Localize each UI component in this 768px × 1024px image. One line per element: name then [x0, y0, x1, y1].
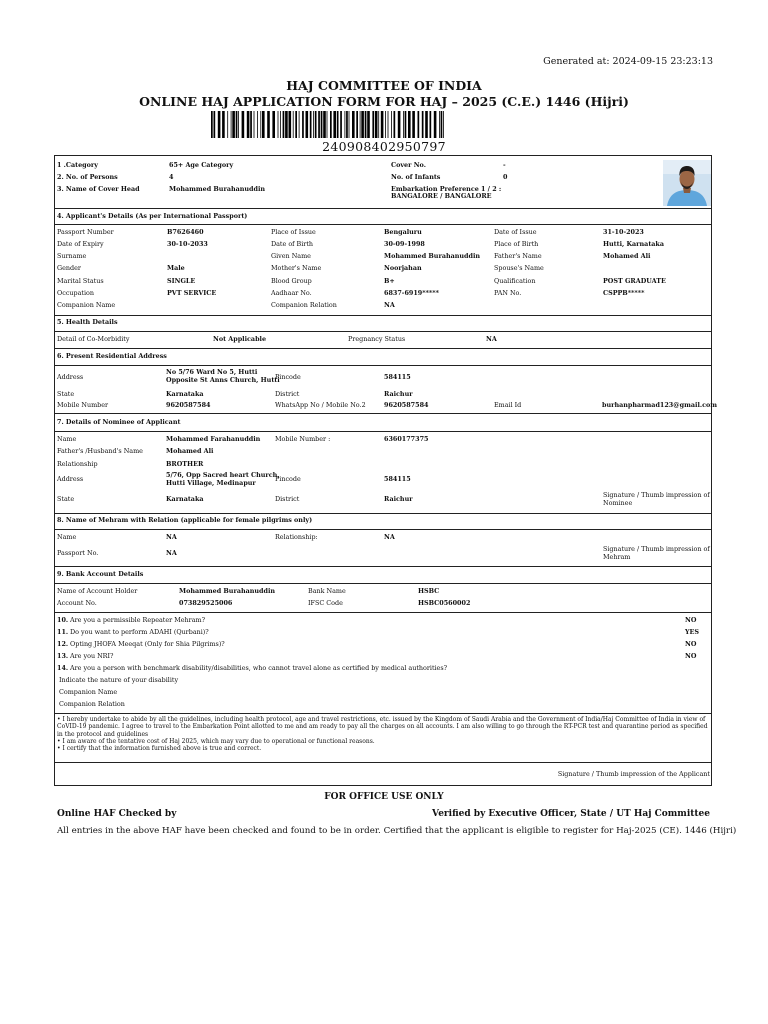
father-name-value: Mohamed Ali	[603, 252, 651, 260]
divider	[55, 224, 711, 225]
barcode-bar	[310, 111, 312, 138]
mother-name-value: Noorjahan	[384, 264, 422, 272]
barcode-bar	[254, 111, 255, 138]
account-holder-value: Mohammed Burahanuddin	[179, 587, 276, 595]
email-label: Email Id	[494, 401, 522, 409]
barcode-bar	[295, 111, 297, 138]
pregnancy-status-label: Pregnancy Status	[348, 335, 406, 343]
address-label: Address	[57, 373, 84, 381]
barcode-bar	[372, 111, 374, 138]
applicant-signature-label: Signature / Thumb impression of the Applicant	[557, 770, 710, 778]
barcode-bar	[280, 111, 281, 138]
barcode-bar	[318, 111, 320, 138]
barcode-bar	[367, 111, 370, 138]
barcode-bar	[250, 111, 252, 138]
place-of-issue-label: Place of Issue	[271, 228, 316, 236]
nominee-mobile-value: 6360177375	[384, 435, 429, 443]
ifsc-label: IFSC Code	[308, 599, 343, 607]
place-of-birth-value: Hutti, Karnataka	[603, 240, 664, 248]
barcode-bar	[378, 111, 379, 138]
pan-label: PAN No.	[494, 289, 522, 297]
barcode-bar	[346, 111, 348, 138]
question-text: Are you a person with benchmark disability/disabilities, who cannot travel alone as certified by medical authorities?	[70, 664, 448, 672]
qualification-value: POST GRADUATE	[603, 277, 666, 285]
barcode-bar	[214, 111, 216, 138]
nominee-state-label: State	[57, 495, 75, 503]
nominee-state-value: Karnataka	[166, 495, 204, 503]
place-of-issue-value: Bengaluru	[384, 228, 422, 236]
nominee-relation-label: Relationship	[57, 460, 98, 468]
nominee-district-value: Raichur	[384, 495, 413, 503]
barcode-bar	[289, 111, 292, 138]
cover-no-label: Cover No.	[391, 161, 426, 169]
barcode-bar	[242, 111, 245, 138]
question-number: 12.	[57, 640, 69, 648]
occupation-label: Occupation	[57, 289, 94, 297]
residence-section-title: 6. Present Residential Address	[57, 352, 167, 360]
barcode-bar	[260, 111, 261, 138]
barcode-bar	[443, 111, 444, 138]
email-value: burhanpharmad123@gmail.com	[602, 401, 718, 409]
district-value: Raichur	[384, 390, 413, 398]
barcode-bar	[391, 111, 392, 138]
mobile-value: 9620587584	[166, 401, 211, 409]
barcode-bar	[345, 111, 346, 138]
divider	[55, 208, 711, 209]
divider	[55, 529, 711, 530]
mehram-passport-value: NA	[166, 549, 177, 557]
nominee-signature-line-1: Signature / Thumb impression of	[603, 491, 710, 499]
divider	[55, 566, 711, 567]
mehram-passport-label: Passport No.	[57, 549, 99, 557]
divider	[55, 713, 711, 714]
nominee-name-value: Mohammed Farahanuddin	[166, 435, 261, 443]
health-section-title: 5. Health Details	[57, 318, 118, 326]
barcode-bar	[352, 111, 355, 138]
barcode-bar	[299, 111, 300, 138]
infants-value: 0	[503, 173, 508, 181]
barcode-bar	[418, 111, 420, 138]
barcode-bar	[257, 111, 258, 138]
pregnancy-status-value: NA	[486, 335, 497, 343]
given-name-value: Mohammed Burahanuddin	[384, 252, 481, 260]
mehram-relationship-value: NA	[384, 533, 395, 541]
barcode-bar	[267, 111, 270, 138]
barcode-bar	[439, 111, 440, 138]
form-title: ONLINE HAJ APPLICATION FORM FOR HAJ – 2025 (C.E.) 1446 (Hijri)	[139, 94, 629, 109]
divider	[55, 513, 711, 514]
whatsapp-label: WhatsApp No / Mobile No.2	[275, 401, 366, 409]
pan-value: CSPPB*****	[603, 289, 645, 297]
infants-label: No. of Infants	[391, 173, 441, 181]
barcode-bar	[211, 111, 213, 138]
mehram-name-label: Name	[57, 533, 77, 541]
account-holder-label: Name of Account Holder	[57, 587, 138, 595]
declaration-item: • I hereby undertake to abide by all the guidelines, including health protocol, age and travel restrictions, etc. issued by the Kingdom of Saudi Arabia and the Government of India/Haj Committee of India in view of CoVID-19 pandemic. I agree to travel to the Embarkation Point allotted to me and am ready to pay all the charges on all accounts. I am also willing to go through the RT-PCR test and quarantine period as specified in the protocol and guidelines	[57, 716, 708, 738]
declaration-item: • I certify that the information furnished above is true and correct.	[57, 745, 262, 753]
comorbidity-label: Detail of Co-Morbidity	[57, 335, 130, 343]
divider	[55, 315, 711, 316]
bank-name-label: Bank Name	[308, 587, 346, 595]
barcode-bar	[408, 111, 411, 138]
barcode-bar	[381, 111, 384, 138]
mehram-section-title: 8. Name of Mehram with Relation (applicable for female pilgrims only)	[57, 516, 313, 524]
surname-label: Surname	[57, 252, 87, 260]
date-of-issue-value: 31-10-2023	[603, 228, 644, 236]
question-text: Opting JHOFA Meeqat (Only for Shia Pilgrims)?	[70, 640, 225, 648]
barcode-bar	[247, 111, 250, 138]
barcode-bar	[398, 111, 401, 138]
barcode-bar	[236, 111, 238, 138]
divider	[55, 431, 711, 432]
district-label: District	[275, 390, 300, 398]
barcode-bar	[434, 111, 437, 138]
ifsc-value: HSBC0560002	[418, 599, 471, 607]
disability-companion-label: Companion Name	[59, 688, 118, 696]
date-of-expiry-label: Date of Expiry	[57, 240, 104, 248]
question-answer: NO	[685, 640, 697, 648]
barcode-bar	[422, 111, 424, 138]
account-number-value: 073829525006	[179, 599, 233, 607]
address-line-1: No 5/76 Ward No 5, Hutti	[166, 368, 258, 376]
question-number: 11.	[57, 628, 69, 636]
barcode-bar	[375, 111, 378, 138]
question-answer: NO	[685, 616, 697, 624]
mehram-relationship-label: Relationship:	[275, 533, 318, 541]
barcode-bar	[302, 111, 304, 138]
mobile-label: Mobile Number	[57, 401, 109, 409]
address-line-2: Opposite St Anns Church, Hutti	[166, 376, 280, 384]
occupation-value: PVT SERVICE	[167, 289, 217, 297]
divider	[55, 331, 711, 332]
barcode-bar	[227, 111, 228, 138]
certification-text: All entries in the above HAF have been checked and found to be in order. Certified that the applicant is eligible to register for Haj-2025 (CE). 1446 (Hijri)	[57, 826, 737, 836]
question-text: Are you NRI?	[70, 652, 114, 660]
divider	[55, 612, 711, 613]
given-name-label: Given Name	[271, 252, 311, 260]
barcode-number: 240908402950797	[322, 139, 446, 154]
blood-group-label: Blood Group	[271, 277, 312, 285]
spouse-name-label: Spouse's Name	[494, 264, 544, 272]
divider	[55, 348, 711, 349]
passport-number-label: Passport Number	[57, 228, 114, 236]
father-name-label: Father's Name	[494, 252, 542, 260]
pincode-label: Pincode	[275, 373, 301, 381]
date-of-issue-label: Date of Issue	[494, 228, 537, 236]
blood-group-value: B+	[384, 277, 395, 285]
barcode-bar	[385, 111, 386, 138]
barcode-bar	[306, 111, 309, 138]
barcode-bar	[337, 111, 339, 138]
application-form-box	[54, 155, 718, 786]
mehram-name-value: NA	[166, 533, 177, 541]
qualification-label: Qualification	[494, 277, 536, 285]
barcode-bar	[365, 111, 367, 138]
barcode-bar	[278, 111, 279, 138]
question-number: 14.	[57, 664, 69, 672]
barcode-bar	[222, 111, 225, 138]
nominee-address-label: Address	[57, 475, 84, 483]
barcode-bar	[218, 111, 221, 138]
place-of-birth-label: Place of Birth	[494, 240, 539, 248]
declaration	[57, 716, 711, 752]
bank-section-title: 9. Bank Account Details	[57, 570, 144, 578]
nominee-name-label: Name	[57, 435, 77, 443]
question-answer: YES	[685, 628, 700, 636]
declaration-item: • I am aware of the tentative cost of Haj 2025, which may vary due to operational or functional reasons.	[57, 737, 375, 745]
mehram-signature-line-1: Signature / Thumb impression of	[603, 545, 710, 553]
barcode-bar	[430, 111, 432, 138]
passport-number-value: B7626460	[167, 228, 204, 236]
barcode-bar	[327, 111, 328, 138]
question-text: Are you a permissible Repeater Mehram?	[70, 616, 206, 624]
barcode-bar	[425, 111, 428, 138]
marital-status-value: SINGLE	[167, 277, 196, 285]
date-of-expiry-value: 30-10-2033	[167, 240, 208, 248]
nominee-address-line-2: Hutti Village, Medinapur	[166, 479, 256, 487]
divider	[55, 365, 711, 366]
barcode-bar	[232, 111, 235, 138]
barcode-bar	[231, 111, 232, 138]
barcode-bar	[330, 111, 332, 138]
date-of-birth-value: 30-09-1998	[384, 240, 425, 248]
question-number: 13.	[57, 652, 69, 660]
companion-relation-label: Companion Relation	[271, 301, 337, 309]
persons-label: 2. No. of Persons	[57, 173, 118, 181]
barcode-bar	[441, 111, 443, 138]
gender-label: Gender	[57, 264, 81, 272]
generated-timestamp: Generated at: 2024-09-15 23:23:13	[543, 56, 713, 67]
nominee-signature-line-2: Nominee	[603, 499, 633, 507]
divider	[55, 413, 711, 414]
nominee-pincode-value: 584115	[384, 475, 411, 483]
office-use-title: FOR OFFICE USE ONLY	[324, 792, 444, 802]
whatsapp-value: 9620587584	[384, 401, 429, 409]
verified-by-label: Verified by Executive Officer, State / UT Haj Committee	[432, 809, 710, 819]
question-number: 10.	[57, 616, 69, 624]
disability-relation-label: Companion Relation	[59, 700, 125, 708]
account-number-label: Account No.	[57, 599, 97, 607]
date-of-birth-label: Date of Birth	[271, 240, 314, 248]
aadhaar-value: 6837-6919*****	[384, 289, 439, 297]
nominee-father-label: Father's /Husband's Name	[57, 447, 143, 455]
applicant-section-title: 4. Applicant's Details (As per International Passport)	[57, 212, 248, 220]
barcode-bar	[340, 111, 342, 138]
barcode-bar	[283, 111, 285, 138]
nominee-address-line-1: 5/76, Opp Sacred heart Church,	[166, 471, 280, 479]
nominee-relation-value: BROTHER	[166, 460, 204, 468]
nominee-pincode-label: Pincode	[275, 475, 301, 483]
nominee-section-title: 7. Details of Nominee of Applicant	[57, 418, 181, 426]
org-title: HAJ COMMITTEE OF INDIA	[286, 78, 482, 93]
barcode-bar	[405, 111, 407, 138]
pincode-value: 584115	[384, 373, 411, 381]
cover-head-value: Mohammed Burahanuddin	[169, 185, 266, 193]
barcode	[211, 111, 445, 138]
state-label: State	[57, 390, 75, 398]
companion-name-label: Companion Name	[57, 301, 116, 309]
barcode-bar	[403, 111, 404, 138]
barcode-bar	[272, 111, 275, 138]
question-text: Do you want to perform ADAHI (Qurbani)?	[70, 628, 209, 636]
barcode-bar	[321, 111, 323, 138]
question-answer: NO	[685, 652, 697, 660]
barcode-bar	[262, 111, 265, 138]
barcode-bar	[313, 111, 314, 138]
disability-nature-label: Indicate the nature of your disability	[59, 676, 179, 684]
bank-name-value: HSBC	[418, 587, 440, 595]
marital-status-label: Marital Status	[57, 277, 104, 285]
barcode-bar	[388, 111, 389, 138]
divider	[55, 583, 711, 584]
mehram-signature-line-2: Mehram	[603, 553, 631, 561]
mother-name-label: Mother's Name	[271, 264, 322, 272]
aadhaar-label: Aadhaar No.	[271, 289, 312, 297]
checked-by-label: Online HAF Checked by	[57, 809, 177, 819]
barcode-bar	[349, 111, 350, 138]
embarkation-label: Embarkation Preference 1 / 2 :	[391, 185, 502, 193]
applicant-photo-image	[663, 160, 711, 206]
barcode-bar	[412, 111, 415, 138]
barcode-bar	[360, 111, 361, 138]
barcode-bar	[356, 111, 358, 138]
divider	[55, 762, 711, 763]
nominee-father-value: Mohamed Ali	[166, 447, 214, 455]
barcode-bar	[333, 111, 336, 138]
barcode-bar	[323, 111, 326, 138]
barcode-bar	[285, 111, 288, 138]
category-value: 65+ Age Category	[169, 161, 234, 169]
barcode-bar	[315, 111, 317, 138]
category-label: 1 .Category	[57, 161, 98, 169]
barcode-bar	[293, 111, 294, 138]
cover-head-label: 3. Name of Cover Head	[57, 185, 140, 193]
barcode-bar	[394, 111, 396, 138]
embarkation-value: BANGALORE / BANGALORE	[391, 192, 492, 200]
nominee-district-label: District	[275, 495, 300, 503]
gender-value: Male	[167, 264, 185, 272]
barcode-bar	[238, 111, 239, 138]
comorbidity-value: Not Applicable	[213, 335, 267, 343]
barcode-bar	[361, 111, 364, 138]
cover-no-value: -	[503, 161, 506, 169]
companion-relation-value: NA	[384, 301, 395, 309]
state-value: Karnataka	[166, 390, 204, 398]
nominee-mobile-label: Mobile Number :	[275, 435, 331, 443]
persons-value: 4	[169, 173, 174, 181]
applicant-photo	[663, 160, 711, 206]
